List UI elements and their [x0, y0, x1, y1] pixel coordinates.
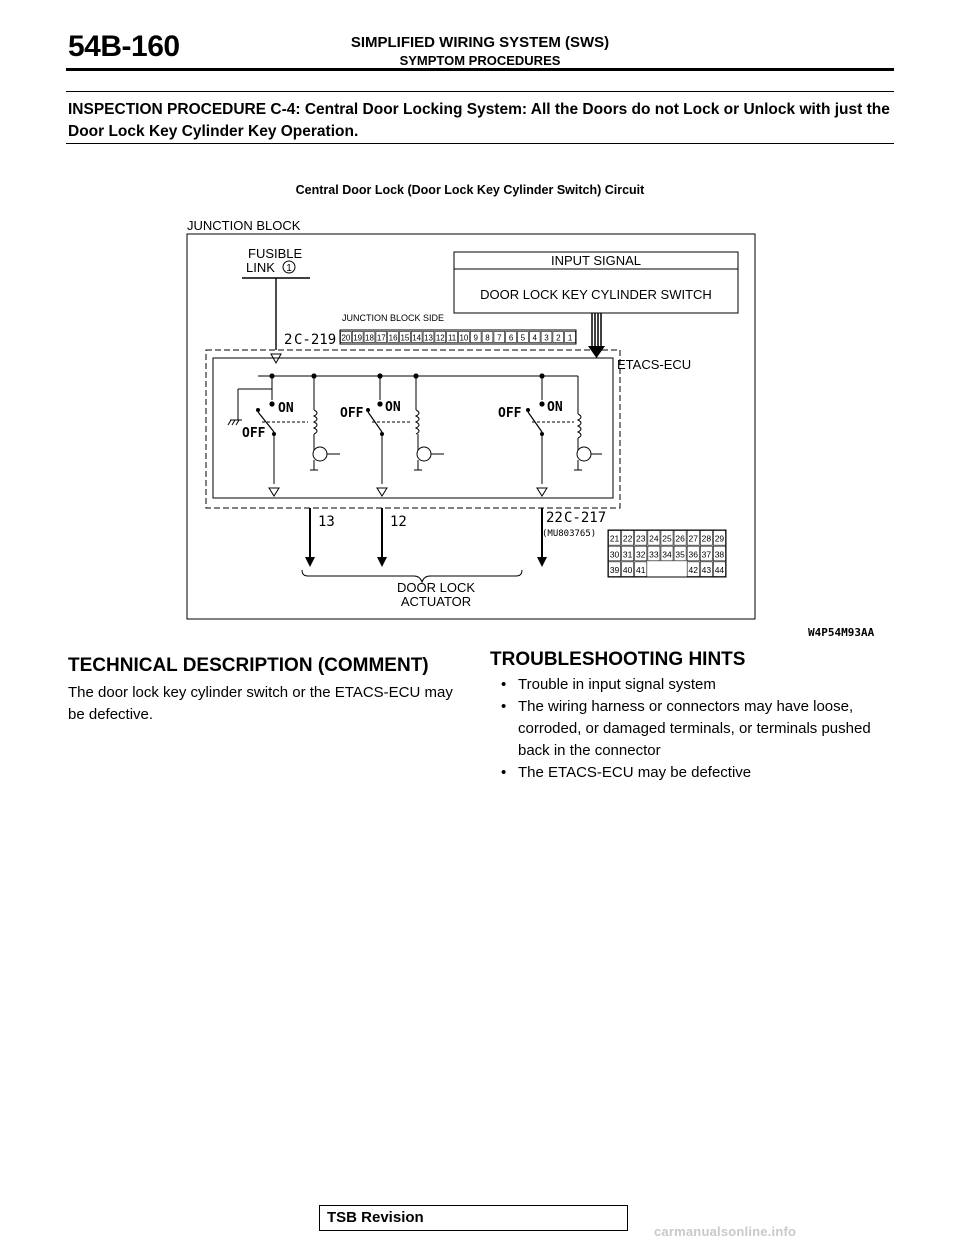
c219-pin-label: 19 — [353, 333, 363, 343]
c219-pin-label: 6 — [508, 333, 514, 343]
c217-pin-label: 33 — [649, 549, 659, 560]
pin-12-label: 12 — [390, 514, 407, 530]
switch-on-label-3: ON — [547, 400, 563, 415]
circuit-diagram — [180, 214, 760, 634]
c217-pin-label: 22 — [622, 533, 633, 544]
hint-item: • Trouble in input signal system — [498, 674, 898, 696]
connector-c217-label: C-217 — [564, 510, 607, 526]
c217-pin-label: 27 — [688, 533, 698, 544]
switch-off-label-1: OFF — [242, 426, 266, 441]
troubleshooting-heading: TROUBLESHOOTING HINTS — [490, 649, 746, 670]
page-number: 54B-160 — [68, 30, 180, 63]
c217-pin-label: 21 — [609, 533, 620, 544]
section-title: SIMPLIFIED WIRING SYSTEM (SWS) — [350, 34, 610, 51]
c219-connector — [340, 330, 576, 344]
section-subtitle: SYMPTOM PROCEDURES — [399, 53, 561, 68]
switch-name-label: DOOR LOCK KEY CYLINDER SWITCH — [480, 287, 712, 302]
switch-off-label-3: OFF — [498, 406, 522, 421]
c217-pin-label: 26 — [675, 533, 685, 544]
technical-description-heading: TECHNICAL DESCRIPTION (COMMENT) — [68, 655, 429, 676]
c219-pin-label: 3 — [544, 333, 549, 343]
input-signal-label: INPUT SIGNAL — [550, 253, 642, 268]
switch-off-label-2: OFF — [340, 406, 364, 421]
pin-22-label: 22 — [546, 510, 563, 526]
c219-pin-label: 9 — [473, 333, 478, 343]
switch-on-label-1: ON — [278, 401, 294, 416]
c217-pin-label: 23 — [636, 533, 646, 544]
c217-pin-label: 28 — [701, 533, 712, 544]
c217-pin-label: 38 — [714, 549, 725, 560]
hint-item: • The ETACS-ECU may be defective — [498, 762, 898, 784]
ecu-box — [213, 358, 613, 498]
fusible-link-label: FUSIBLE — [248, 246, 303, 261]
connector-c219-label: C-219 — [294, 332, 337, 348]
switch-on-label-2: ON — [385, 400, 401, 415]
fusible-link-number: 1 — [286, 263, 292, 274]
fusible-link-label-2: LINK — [246, 260, 275, 275]
c219-pin-label: 14 — [412, 333, 422, 343]
relay-group-1 — [256, 373, 340, 496]
c219-pin-label: 10 — [459, 333, 469, 343]
c217-pin-label: 39 — [609, 565, 620, 575]
c219-pin-label: 8 — [485, 333, 490, 343]
c219-pins — [341, 332, 576, 343]
c217-pin-label: 44 — [714, 565, 725, 575]
hint-item: • The wiring harness or connectors may have loose, corroded, or damaged terminals, or terminals pushed back in the connector — [498, 696, 898, 762]
signal-harness — [588, 313, 605, 358]
c219-pin-label: 20 — [341, 333, 351, 343]
c219-pin-label: 5 — [520, 333, 526, 343]
c219-pin-label: 15 — [400, 333, 410, 343]
c217-pin-label: 36 — [688, 549, 698, 560]
relay-group-3 — [526, 373, 602, 496]
c217-pin-label: 42 — [688, 565, 698, 575]
c219-pin-label: 4 — [532, 333, 537, 343]
c219-pin-label: 2 — [556, 333, 561, 343]
c217-pin-label: 35 — [675, 549, 685, 560]
c217-pin-label: 32 — [636, 549, 646, 560]
footer-label: TSB Revision — [327, 1209, 424, 1226]
c217-pin-label: 34 — [662, 549, 672, 560]
actuator-label: DOOR LOCK — [396, 580, 476, 595]
c217-pin-label: 29 — [714, 533, 725, 544]
c217-pin-label: 25 — [662, 533, 672, 544]
c219-pin-label: 16 — [388, 333, 398, 343]
c217-pin-label: 24 — [649, 533, 659, 544]
header-rule — [66, 68, 894, 71]
c219-pin-label: 1 — [567, 333, 573, 343]
c217-pin-label: 30 — [609, 549, 620, 560]
troubleshooting-list — [498, 674, 898, 784]
c217-pin-label: 41 — [636, 565, 646, 575]
etacs-ecu-label: ETACS-ECU — [617, 357, 692, 372]
c219-pin-label: 11 — [447, 333, 457, 343]
c219-pin-label: 13 — [424, 333, 433, 343]
output-wires — [305, 508, 547, 567]
technical-description-body: The door lock key cylinder switch or the ETACS-ECU may be defective. — [68, 684, 453, 723]
procedure-title: INSPECTION PROCEDURE C-4: Central Door Locking System: All the Doors do not Lock or Unlock with just the Door Lock Key Cylinder Key Operation. — [68, 101, 890, 140]
c219-pin-label: 17 — [376, 333, 386, 343]
c217-pin-label: 43 — [701, 565, 712, 575]
junction-block-boundary — [206, 350, 620, 508]
c219-pin-label: 18 — [365, 333, 374, 343]
c217-pins — [609, 531, 726, 577]
actuator-label-2: ACTUATOR — [400, 594, 472, 609]
diagram-title: Central Door Lock (Door Lock Key Cylinder Switch) Circuit — [295, 183, 645, 197]
junction-block-label: JUNCTION BLOCK — [187, 218, 301, 233]
title-rule-bottom — [66, 143, 894, 144]
pin-2-label: 2 — [284, 332, 293, 348]
junction-block-side-label: JUNCTION BLOCK SIDE — [342, 313, 445, 323]
figure-code: W4P54M93AA — [808, 626, 875, 639]
pin-13-label: 13 — [318, 514, 335, 530]
watermark: carmanualsonline.info — [654, 1224, 797, 1239]
title-rule-top — [66, 91, 894, 92]
part-number-label: (MU803765) — [542, 529, 597, 539]
c217-pin-label: 40 — [622, 565, 633, 575]
c217-pin-label: 31 — [622, 549, 633, 560]
relay-group-2 — [366, 373, 444, 496]
c219-pin-label: 7 — [497, 333, 502, 343]
c217-pin-label: 37 — [701, 549, 712, 560]
c219-pin-label: 12 — [435, 333, 445, 343]
